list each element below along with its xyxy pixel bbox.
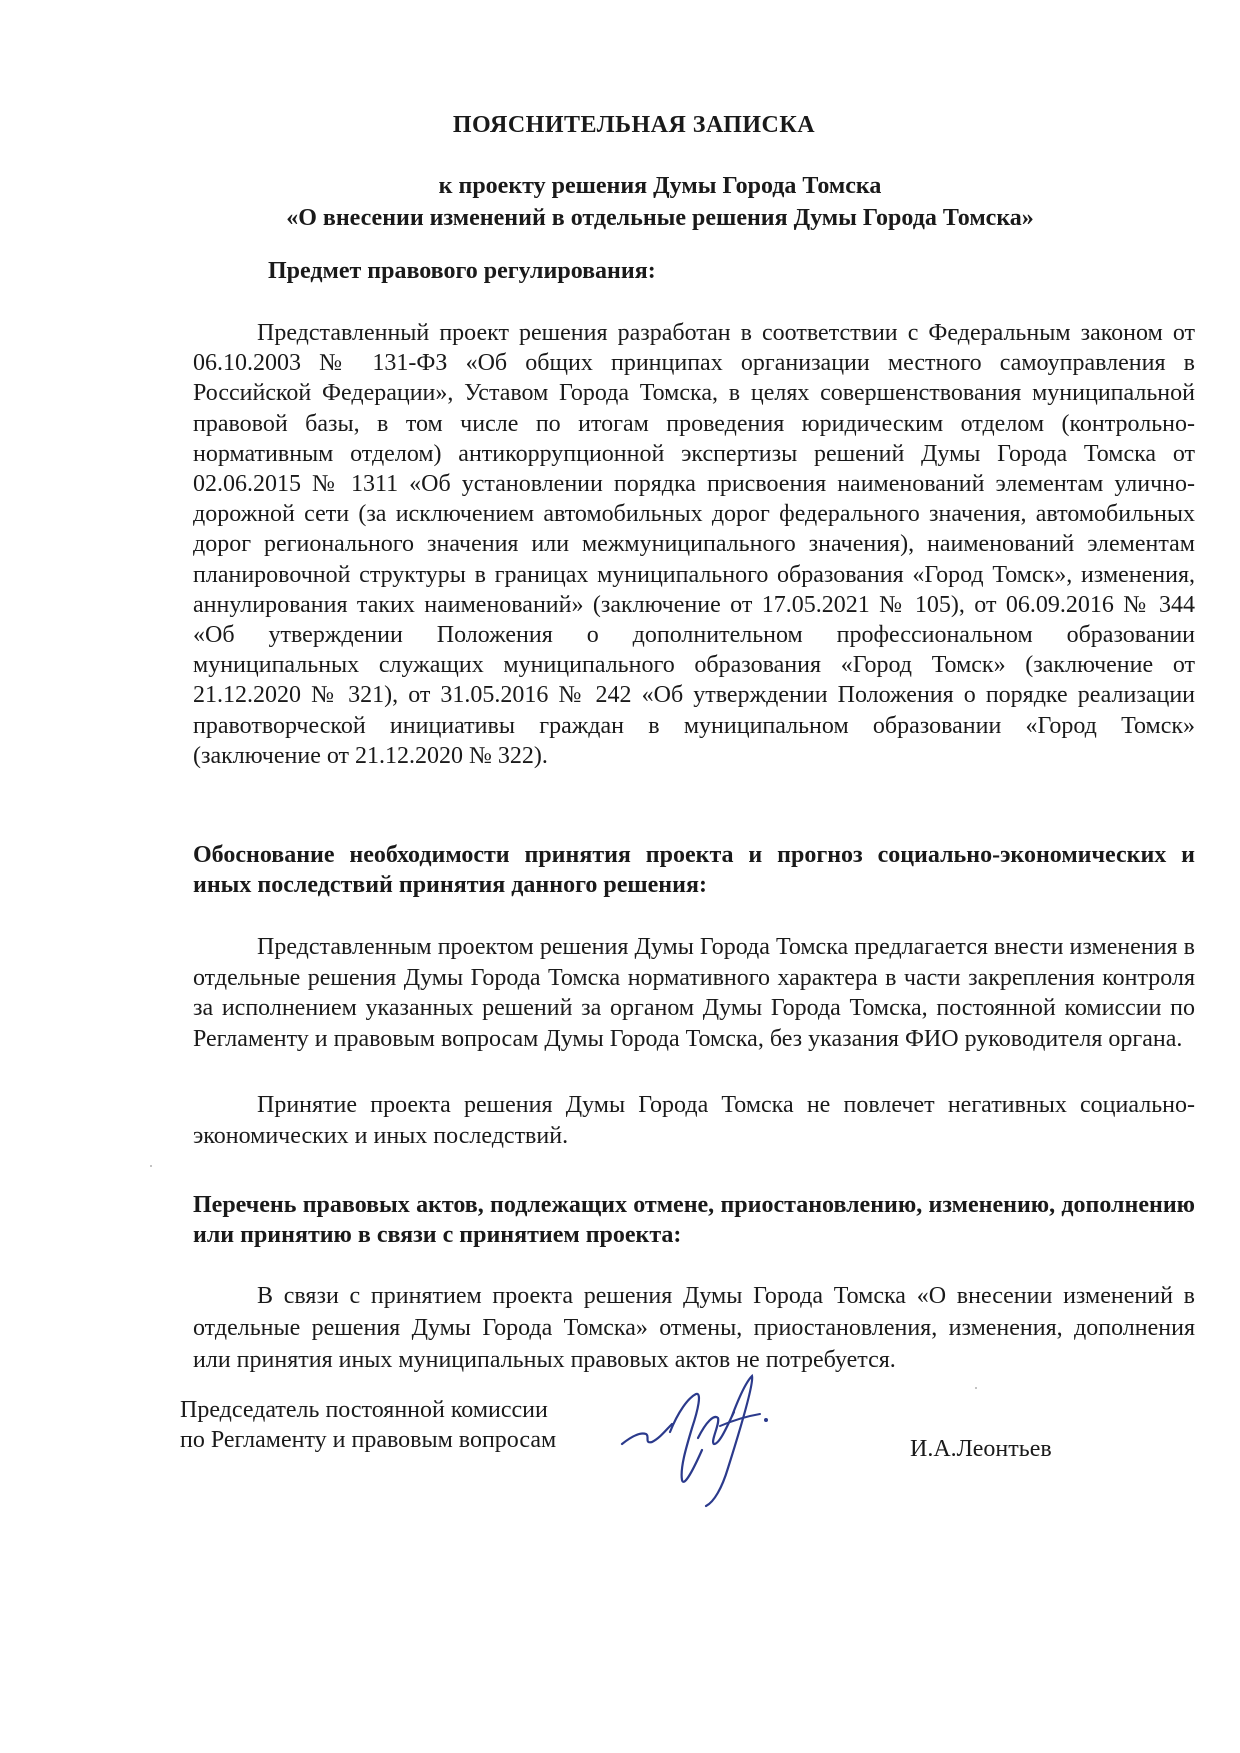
- acts-paragraph: В связи с принятием проекта решения Думы Города Томска «О внесении изменений в отдельные решения Думы Города Томска» отмены, приостановления, изменения, дополнения или принятия иных муниципальных правовых актов не потребуется.: [193, 1283, 1195, 1373]
- subject-paragraph: Представленный проект решения разработан в соответствии с Федеральным законом от 06.10.2003 № 131-ФЗ «Об общих принципах организации местного самоуправления в Российской Федерации», Уставом Города Томска, в целях совершенствования муниципальной правовой базы, в том числе по итогам проведения юридическим отделом (контрольно-нормативным отделом) антикоррупционной экспертизы решений Думы Города Томска от 02.06.2015 № 1311 «Об установлении порядка присвоения наименований элементам улично-дорожной сети (за исключением автомобильных дорог федерального значения, автомобильных дорог регионального значения или межмуниципального значения), наименований элементам планировочной структуры в границах муниципального образования «Город Томск», изменения, аннулирования таких наименований» (заключение от 17.05.2021 № 105), от 06.09.2016 № 344 «Об утверждении Положения о дополнительном профессиональном образовании муниципальных служащих муниципального образования «Город Томск» (заключение от 21.12.2020 № 321), от 31.05.2016 № 242 «Об утверждении Положения о порядке реализации правотворческой инициативы граждан в муниципальном образовании «Город Томск» (заключение от 21.12.2020 № 322).: [193, 320, 1195, 769]
- document-subtitle: [150, 170, 1170, 234]
- scan-artifact: [150, 1165, 152, 1167]
- subtitle-line-2: «О внесении изменений в отдельные решения Думы Города Томска»: [286, 205, 1034, 231]
- signatory-position-line-2: по Регламенту и правовым вопросам: [180, 1427, 557, 1453]
- rationale-paragraph-1: Представленным проектом решения Думы Города Томска предлагается внести изменения в отдельные решения Думы Города Томска нормативного характера в части закрепления контроля за исполнением указанных решений за органом Думы Города Томска, постоянной комиссии по Регламенту и правовым вопросам Думы Города Томска, без указания ФИО руководителя органа.: [193, 934, 1195, 1052]
- acts-heading: Перечень правовых актов, подлежащих отмене, приостановлению, изменению, дополнению или принятию в связи с принятием проекта:: [193, 1192, 1195, 1248]
- signatory-name: И.А.Леонтьев: [910, 1436, 1052, 1462]
- rationale-paragraph-2: Принятие проекта решения Думы Города Томска не повлечет негативных социально-экономических и иных последствий.: [193, 1092, 1195, 1149]
- signatory-position-line-1: Председатель постоянной комиссии: [180, 1397, 548, 1423]
- rationale-heading: Обоснование необходимости принятия проекта и прогноз социально-экономических и иных последствий принятия данного решения:: [193, 842, 1195, 898]
- document-title: ПОЯСНИТЕЛЬНАЯ ЗАПИСКА: [452, 112, 816, 138]
- scan-artifact: [975, 1387, 977, 1389]
- handwritten-signature: [610, 1372, 790, 1512]
- signatory-position: [180, 1395, 556, 1455]
- subject-heading: Предмет правового регулирования:: [268, 258, 656, 284]
- subtitle-line-1: к проекту решения Думы Города Томска: [438, 173, 882, 199]
